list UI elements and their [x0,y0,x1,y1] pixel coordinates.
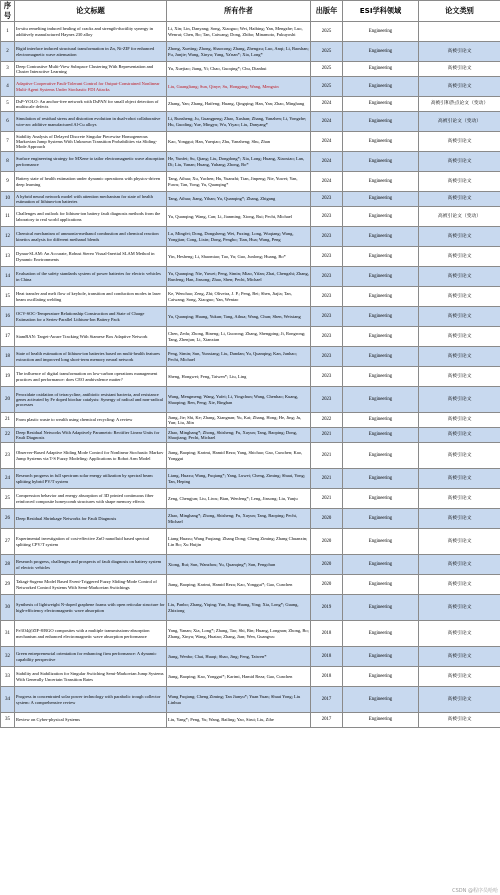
row-index: 19 [1,367,15,387]
header-index: 序号 [1,1,15,22]
row-title: Surface engineering strategy for MXene to tailor electromagnetic wave absorption performance [15,152,167,172]
row-index: 20 [1,387,15,413]
table-row [1,22,500,42]
row-field: Engineering [343,172,419,192]
row-authors: Zeng, Chengjun; Liu, Liwu; Bian, Wenfeng*; Leng, Jinsong; Liu, Yanju [167,489,311,509]
row-field: Engineering [343,647,419,667]
header-field: ESI学科领域 [343,1,419,22]
row-authors: Zhao, Minghang*; Zhong, Shisheng; Fu, Xuyun; Tang, Baoping; Pecht, Michael [167,509,311,529]
table-row [1,247,500,267]
row-field: Engineering [343,509,419,529]
row-title: Adaptive Cooperative Fault-Tolerant Control for Output-Constrained Nonlinear Multi-Agent Systems Under Stochastic FDI Attacks [15,77,167,97]
row-index: 4 [1,77,15,97]
row-title: Experimental investigation of cost-effective ZnO nanofluid based spectral splitting CPV/T system [15,529,167,555]
row-year: 2018 [311,621,343,647]
table-row [1,687,500,713]
row-field: Engineering [343,413,419,428]
row-category: 高被引论文 [419,132,500,152]
row-index: 23 [1,443,15,469]
row-field: Engineering [343,443,419,469]
row-field: Engineering [343,42,419,62]
row-field: Engineering [343,132,419,152]
row-year: 2022 [311,413,343,428]
row-index: 15 [1,287,15,307]
table-row [1,595,500,621]
row-field: Engineering [343,307,419,327]
row-title: Evaluation of the safety standards system of power batteries for electric vehicles in China [15,267,167,287]
header-category: 论文类别 [419,1,500,22]
row-field: Engineering [343,489,419,509]
row-category: 高被引论文 [419,413,500,428]
row-category: 高被引论文 [419,192,500,207]
row-category: 高被引论文 [419,529,500,555]
row-authors: Lu, Mingfei; Dong, Dongsheng; Wei, Fuxing; Long, Wuqiang; Wang, Yongjian; Cong, Lixin; Dong, Pengbo; Tian, Hua; Wang, Peng [167,227,311,247]
row-field: Engineering [343,207,419,227]
table-row [1,62,500,77]
table-row [1,443,500,469]
row-year: 2018 [311,667,343,687]
row-year: 2024 [311,112,343,132]
row-field: Engineering [343,112,419,132]
row-authors: Yu, Quanqing; Huang, Yukun; Tang, Aihua; Wang, Chun; Shen, Weixiang [167,307,311,327]
table-row [1,152,500,172]
row-index: 29 [1,575,15,595]
row-authors: Jiang, Wenbo; Chai, Huaqi; Shao, Jing; Feng, Taiwen* [167,647,311,667]
row-title: Compression behavior and energy absorption of 3D printed continuous fiber reinforced composite honeycomb structures with shape memory effects [15,489,167,509]
row-field: Engineering [343,575,419,595]
row-year: 2020 [311,575,343,595]
table-row [1,287,500,307]
row-index: 31 [1,621,15,647]
row-authors: Yu, Quanqing; Wang, Can; Li, Jianming; Xiong, Rui; Pecht, Michael [167,207,311,227]
row-authors: Wang, Mengmeng; Wang, Yufei; Li, Yingchun; Wang, Chenhao; Kuang, Shaoping; Ren, Peng; Xie, Binghan [167,387,311,413]
table-header [1,1,500,22]
row-category: 高被引论文 [419,595,500,621]
row-field: Engineering [343,428,419,443]
row-category: 高被引论文（变动） [419,207,500,227]
row-year: 2021 [311,489,343,509]
table-row [1,469,500,489]
row-category: 高被引论文 [419,227,500,247]
row-title: Research progress in full spectrum solar energy utilization by spectral beam splitting hybrid PV/T system [15,469,167,489]
row-year: 2021 [311,469,343,489]
row-title: Heat transfer and melt flow of keyhole, transition and conduction modes in laser beam oscillating welding [15,287,167,307]
row-year: 2025 [311,77,343,97]
table-row [1,192,500,207]
row-index: 6 [1,112,15,132]
table-row [1,132,500,152]
row-category: 高被引论文 [419,667,500,687]
row-index: 9 [1,172,15,192]
row-year: 2020 [311,529,343,555]
row-category: 高被引论文 [419,443,500,469]
row-title: The influence of digital transformation on low-carbon operations management practices and performance: does CEO ambivalence matter? [15,367,167,387]
row-category: 高被引论文 [419,152,500,172]
row-field: Engineering [343,529,419,555]
row-year: 2023 [311,327,343,347]
row-year: 2023 [311,387,343,413]
table-row [1,647,500,667]
row-category: 高被引论文 [419,647,500,667]
row-year: 2023 [311,347,343,367]
row-authors: Jiang, Baoping; Karimi, Hamid Reza; Kao, Yonggui*; Gao, Cunchen [167,575,311,595]
row-index: 7 [1,132,15,152]
row-title: Stability Analysis of Delayed Discrete Singular Piecewise Homogeneous Markovian Jump Systems With Unknown Transition Probabilities via Sliding-Mode Approach [15,132,167,152]
row-field: Engineering [343,227,419,247]
header-title: 论文标题 [15,1,167,22]
row-field: Engineering [343,667,419,687]
row-category: 高被引论文 [419,469,500,489]
row-index: 35 [1,713,15,728]
table-row [1,575,500,595]
row-year: 2021 [311,428,343,443]
row-authors: Yu, Xuejiao; Jiang, Yi; Chao, Guoqing*; Chu, Dianhui [167,62,311,77]
row-index: 27 [1,529,15,555]
row-field: Engineering [343,247,419,267]
row-year: 2024 [311,152,343,172]
row-category: 高被引论文 [419,172,500,192]
row-field: Engineering [343,387,419,413]
table-row [1,509,500,529]
row-category [419,22,500,42]
row-authors: Jiang, Baoping; Kao, Yonggui*; Karimi, Hamid Reza; Gao, Cunchen [167,667,311,687]
watermark: CSDN @程序员哈哈 [452,888,498,894]
row-year: 2020 [311,509,343,529]
row-authors: Yang, Yanan; Xia, Long*; Zhang, Tao; Shi, Bin; Huang, Longnan; Zhong, Bo; Zhang, Xinyu; Wang, Huatao; Zhang, Jian; Wen, Guangwu [167,621,311,647]
table-row [1,428,500,443]
row-category: 高被引论文 [419,713,500,728]
row-index: 1 [1,22,15,42]
row-authors: Zhao, Minghang*; Zhong, Shisheng; Fu, Xuyun; Tang, Baoping; Dong, Shaojiang; Pecht, Michael [167,428,311,443]
row-category: 高被引论文 [419,287,500,307]
row-year: 2023 [311,287,343,307]
row-category: 高被引论文 [419,489,500,509]
row-title: Takagi-Sugeno Model Based Event-Triggered Fuzzy Sliding-Mode Control of Networked Control Systems With Semi-Markovian Switchings [15,575,167,595]
row-authors: Liang, Huaxu; Wang, Fuqiang*; Yang, Luwei; Cheng, Ziming; Shuai, Yong; Tan, Heping [167,469,311,489]
header-authors: 所有作者 [167,1,311,22]
row-index: 24 [1,469,15,489]
row-authors: Li, Xin; Lin, Danyang; Song, Xiaoguo; Wei, Haibing; Yan, Mengzhe; Luo, Wenrui; Chen, Bo; Tan, Caiwang; Dong, Zhibo; Minamoto, Fukuyoshi [167,22,311,42]
table-row [1,267,500,287]
row-index: 14 [1,267,15,287]
row-year: 2023 [311,367,343,387]
row-authors: Li, Runsheng; Ju, Guangpeng; Zhao, Xushan; Zhang, Yanzhen; Li, Yongzhe; Hu, Guoding; Yue, Mingyu; Wu, Yiyao; Liu, Danyang* [167,112,311,132]
row-index: 10 [1,192,15,207]
row-title: Fe3O4@ZIF-8/RGO composites with a multiple transmissions-absorption mechanism and enhanced electromagnetic wave absorption performance [15,621,167,647]
row-field: Engineering [343,555,419,575]
row-index: 3 [1,62,15,77]
row-year: 2017 [311,713,343,728]
row-title: Peroxidate oxidation of tetracycline, antibiotic resistant bacteria, and resistance genes activated by Fe doped biochar catalysts: Synergy of radical and non-radical processes [15,387,167,413]
row-index: 34 [1,687,15,713]
table-row [1,97,500,112]
row-field: Engineering [343,152,419,172]
row-index: 16 [1,307,15,327]
row-category: 高被引论文 [419,687,500,713]
row-year: 2020 [311,555,343,575]
row-field: Engineering [343,367,419,387]
row-category: 高被引论文 [419,575,500,595]
row-title: Green entrepreneurial orientation for enhancing firm performance: A dynamic capability perspective [15,647,167,667]
row-category: 高被引论文 [419,42,500,62]
row-authors: Yin, Hesheng; Li, Shaomiao; Tao, Yu; Guo, Junlong; Huang, Bo* [167,247,311,267]
row-index: 11 [1,207,15,227]
row-authors: Liu, Guangliang; Sun, Qinye; Su, Hongping; Wang, Mengxin [167,77,311,97]
row-authors: Xiong, Rui; Sun, Wanzhou; Yu, Quanqing*; Sun, Fengchun [167,555,311,575]
row-field: Engineering [343,192,419,207]
table-row [1,207,500,227]
table-row [1,77,500,97]
row-title: Challenges and outlook for lithium-ion battery fault diagnosis methods from the laboratory to real world applications [15,207,167,227]
row-title: Rigid interface induced structural transformation in Zn, Ni-ZIF for enhanced electromagnetic wave attenuation [15,42,167,62]
row-index: 32 [1,647,15,667]
row-authors: Tang, Aihua; Xu, Yuchen; Hu, Yuanzhi; Tian, Jinpeng; Nie, Yuwei; Yan, Fuwu; Tan, Yong; Yu, Quanqing* [167,172,311,192]
row-category: 高被引论文 [419,428,500,443]
row-index: 28 [1,555,15,575]
row-authors: Peng, Simin; Sun, Yunxiang; Liu, Dandan; Yu, Quanqing; Kan, Junhao; Pecht, Michael [167,347,311,367]
row-year: 2023 [311,227,343,247]
row-category: 高被引论文 [419,307,500,327]
row-field: Engineering [343,469,419,489]
row-authors: Zhang, Yan; Zhang, Haifeng; Huang, Qingqing; Han, Yan; Zhao, Minghang [167,97,311,112]
row-year: 2024 [311,97,343,112]
row-year: 2017 [311,687,343,713]
row-category: 高被引论文（变动） [419,112,500,132]
header-year: 出版年 [311,1,343,22]
row-year: 2021 [311,443,343,469]
row-category: 高被引和热点论文（变动） [419,97,500,112]
row-title: State of health estimation of lithium-ion batteries based on multi-health features extraction and improved long short-term memory neural network [15,347,167,367]
row-title: Review on Cyber-physical Systems [15,713,167,728]
row-index: 13 [1,247,15,267]
row-field: Engineering [343,22,419,42]
row-year: 2023 [311,207,343,227]
table-row [1,42,500,62]
row-field: Engineering [343,97,419,112]
table-row [1,413,500,428]
row-authors: Tang, Aihua; Jiang, Yihan; Yu, Quanqing*; Zhang, Zhigang [167,192,311,207]
row-title: Deep Residual Networks With Adaptively Parametric Rectifier Linear Units for Fault Diagnosis [15,428,167,443]
row-field: Engineering [343,687,419,713]
row-category: 高被引论文 [419,347,500,367]
row-title: Synthesis of lightweight N-doped graphene foams with open reticular structure for high-efficiency electromagnetic wave absorption [15,595,167,621]
row-category: 高被引论文 [419,387,500,413]
row-authors: Zhong, Xueting; Zhong, Shaocong; Zhang, Zhengxu; Luo, Anqi; Li, Baoshan; Fu, Junjie; Wang, Xinyu; Yang, Ya'nan*; Xia, Long* [167,42,311,62]
row-authors: Kao, Yonggui; Han, Yueqiao; Zhu, Yanzheng; Shu, Zhan [167,132,311,152]
row-authors: Liu, Yang*; Peng, Yu; Wang, Bailing; Yao, Sirui; Liu, Zihe [167,713,311,728]
row-title: A hybrid neural network model with attention mechanism for state of health estimation of lithium-ion batteries [15,192,167,207]
row-field: Engineering [343,621,419,647]
row-title: Deep Residual Shrinkage Networks for Fault Diagnosis [15,509,167,529]
row-field: Engineering [343,267,419,287]
row-index: 8 [1,152,15,172]
row-index: 25 [1,489,15,509]
table-row [1,307,500,327]
row-field: Engineering [343,62,419,77]
table-row [1,172,500,192]
row-index: 17 [1,327,15,347]
table-row [1,112,500,132]
row-index: 21 [1,413,15,428]
row-title: From plastic waste to wealth using chemical recycling: A review [15,413,167,428]
table-row [1,347,500,367]
row-authors: Yu, Quanqing; Nie, Yuwei; Peng, Simin; Miao, Yifan; Zhai, Chengzhi; Zhang, Runfeng; Han, Jinsong; Zhao, Shen; Pecht, Michael [167,267,311,287]
row-year: 2025 [311,22,343,42]
row-title: Stability and Stabilization for Singular Switching Semi-Markovian Jump Systems With Generally Uncertain Transition Rates [15,667,167,687]
row-authors: Liang Huaxu; Wang Fuqiang; Zhang Dong; Cheng Ziming; Zhang Chuanxin; Lin Bo; Xu Huijin [167,529,311,555]
row-title: Progress in concentrated solar power technology with parabolic trough collector system: A comprehensive review [15,687,167,713]
row-index: 30 [1,595,15,621]
row-title: Simulation of residual stress and distortion evolution in dual-robot collaborative wire-arc additive manufactured Al-Cu alloys [15,112,167,132]
row-year: 2023 [311,307,343,327]
row-index: 33 [1,667,15,687]
table-row [1,529,500,555]
row-authors: Liu, Panbo; Zhang, Yiqing; Yan, Jing; Huang, Ying; Xia, Long*; Guang, Zhixiong [167,595,311,621]
row-field: Engineering [343,287,419,307]
row-title: OCV-SOC-Temperature Relationship Construction and State of Charge Estimation for a Series-Parallel Lithium-Ion Battery Pack [15,307,167,327]
row-title: Research progress, challenges and prospects of fault diagnosis on battery system of electric vehicles [15,555,167,575]
table-row [1,327,500,347]
row-authors: He, Yunfei; Su, Qiang; Liu, Dongdong*; Xia, Long; Huang, Xiaoxiao; Lan, Di; Liu, Yanan; Huang, Yuhang; Zhong, Bo* [167,152,311,172]
row-category: 高被引论文 [419,509,500,529]
table-row [1,555,500,575]
row-year: 2019 [311,595,343,621]
row-year: 2023 [311,247,343,267]
row-year: 2025 [311,42,343,62]
row-index: 22 [1,428,15,443]
table-row [1,367,500,387]
row-category: 高被引论文 [419,247,500,267]
row-title: Observer-Based Adaptive Sliding Mode Control for Nonlinear Stochastic Markov Jump Systems via T-S Fuzzy Modeling: Applications to Robot Arm Model [15,443,167,469]
row-index: 18 [1,347,15,367]
row-title: Battery state of health estimation under dynamic operations with physics-driven deep learning [15,172,167,192]
row-title: DsP-YOLO: An anchor-free network with DsPAN for small object detection of multiscale defects [15,97,167,112]
row-authors: Wang Fuqiang; Cheng Ziming; Tan Jianyu*; Yuan Yuan; Shuai Yong; Liu Linhua [167,687,311,713]
table-row [1,489,500,509]
row-category: 高被引论文 [419,77,500,97]
row-index: 12 [1,227,15,247]
row-title: Deep Contrastive Multi-View Subspace Clustering With Representation and Cluster Interactive Learning [15,62,167,77]
row-title: In-situ remelting induced healing of cracks and strength-ductility synergy in additively manufactured Haynes 230 alloy [15,22,167,42]
row-year: 2023 [311,192,343,207]
row-title: Chemical mechanism of ammonia-methanol combustion and chemical reaction kinetics analysis for different methanol blends [15,227,167,247]
row-year: 2024 [311,132,343,152]
row-field: Engineering [343,327,419,347]
row-index: 2 [1,42,15,62]
row-category: 高被引论文 [419,327,500,347]
table-row [1,387,500,413]
row-field: Engineering [343,77,419,97]
row-field: Engineering [343,347,419,367]
row-category: 高被引论文 [419,267,500,287]
table-row [1,227,500,247]
row-year: 2024 [311,172,343,192]
row-authors: Sheng, Hongwei; Feng, Taiwen*; Liu, Ling [167,367,311,387]
row-title: SiamBAN: Target-Aware Tracking With Siamese Box Adaptive Network [15,327,167,347]
row-category: 高被引论文 [419,555,500,575]
row-field: Engineering [343,595,419,621]
row-index: 26 [1,509,15,529]
row-year: 2018 [311,647,343,667]
table-body [1,22,500,728]
row-authors: Chen, Zedu; Zhong, Bineng; Li, Guorong; Zhang, Shengping; Ji, Rongrong; Tang, Zhenjun; Li, Xianxian [167,327,311,347]
row-field: Engineering [343,713,419,728]
row-authors: Jiang, Baoping; Karimi, Hamid Reza; Yang, Shichao; Gao, Cunchen; Kao, Yonggui [167,443,311,469]
row-category: 高被引论文 [419,367,500,387]
row-authors: Jiang, Jie; Shi, Ke; Zhang, Xiangnan; Yu, Kai; Zhang, Hong; He, Jing; Ju, Yun; Liu, Jilin [167,413,311,428]
row-category: 高被引论文 [419,621,500,647]
row-index: 5 [1,97,15,112]
table-row [1,621,500,647]
row-authors: Ke, Wenchao; Zeng, Zhi; Oliveira, J. P.; Peng, Bei; Shen, Jiajia; Tan, Caiwang; Song, Xiaoguo; Yan, Wentao [167,287,311,307]
row-year: 2025 [311,62,343,77]
table-row [1,713,500,728]
row-year: 2023 [311,267,343,287]
table-row [1,667,500,687]
row-title: Dynaa-SLAM: An Accurate, Robust Stereo Visual-Inertial SLAM Method in Dynamic Environments [15,247,167,267]
row-category: 高被引论文 [419,62,500,77]
